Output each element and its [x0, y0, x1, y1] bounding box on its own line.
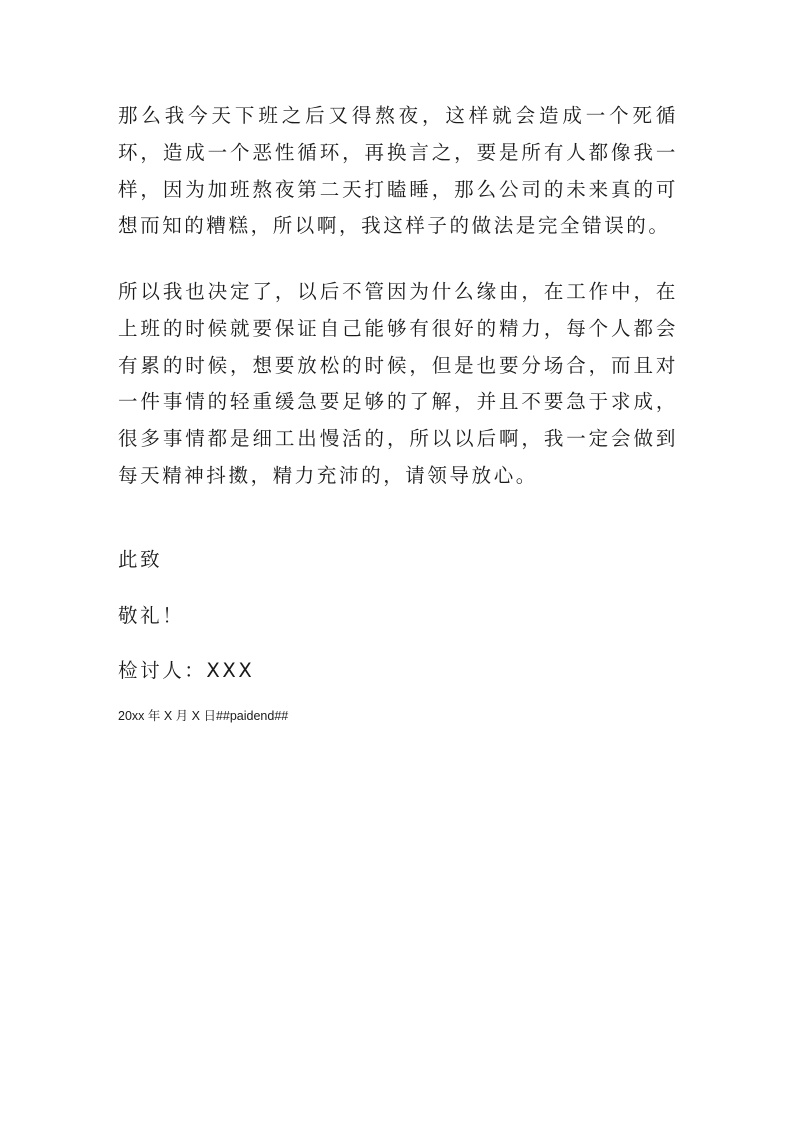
- body-paragraph-2: 所以我也决定了，以后不管因为什么缘由，在工作中，在上班的时候就要保证自己能够有很好的精力，每个人都会有累的时候，想要放松的时候，但是也要分场合，而且对一件事情的轻重缓急要足够的了解，并且不要急于求成，很多事情都是细工出慢活的，所以以后啊，我一定会做到每天精神抖擞，精力充沛的，请领导放心。: [118, 280, 678, 487]
- body-paragraph-1: 那么我今天下班之后又得熬夜，这样就会造成一个死循环，造成一个恶性循环，再换言之，要是所有人都像我一样，因为加班熬夜第二天打瞌睡，那么公司的未来真的可想而知的糟糕，所以啊，我这样子的做法是完全错误的。: [118, 104, 678, 238]
- signature-line: 检讨人：XXX: [118, 659, 255, 682]
- date-line: 20xx 年 X 月 X 日##paidend##: [118, 709, 289, 723]
- salutation: 敬礼！: [118, 604, 185, 627]
- closing-phrase: 此致: [118, 548, 163, 571]
